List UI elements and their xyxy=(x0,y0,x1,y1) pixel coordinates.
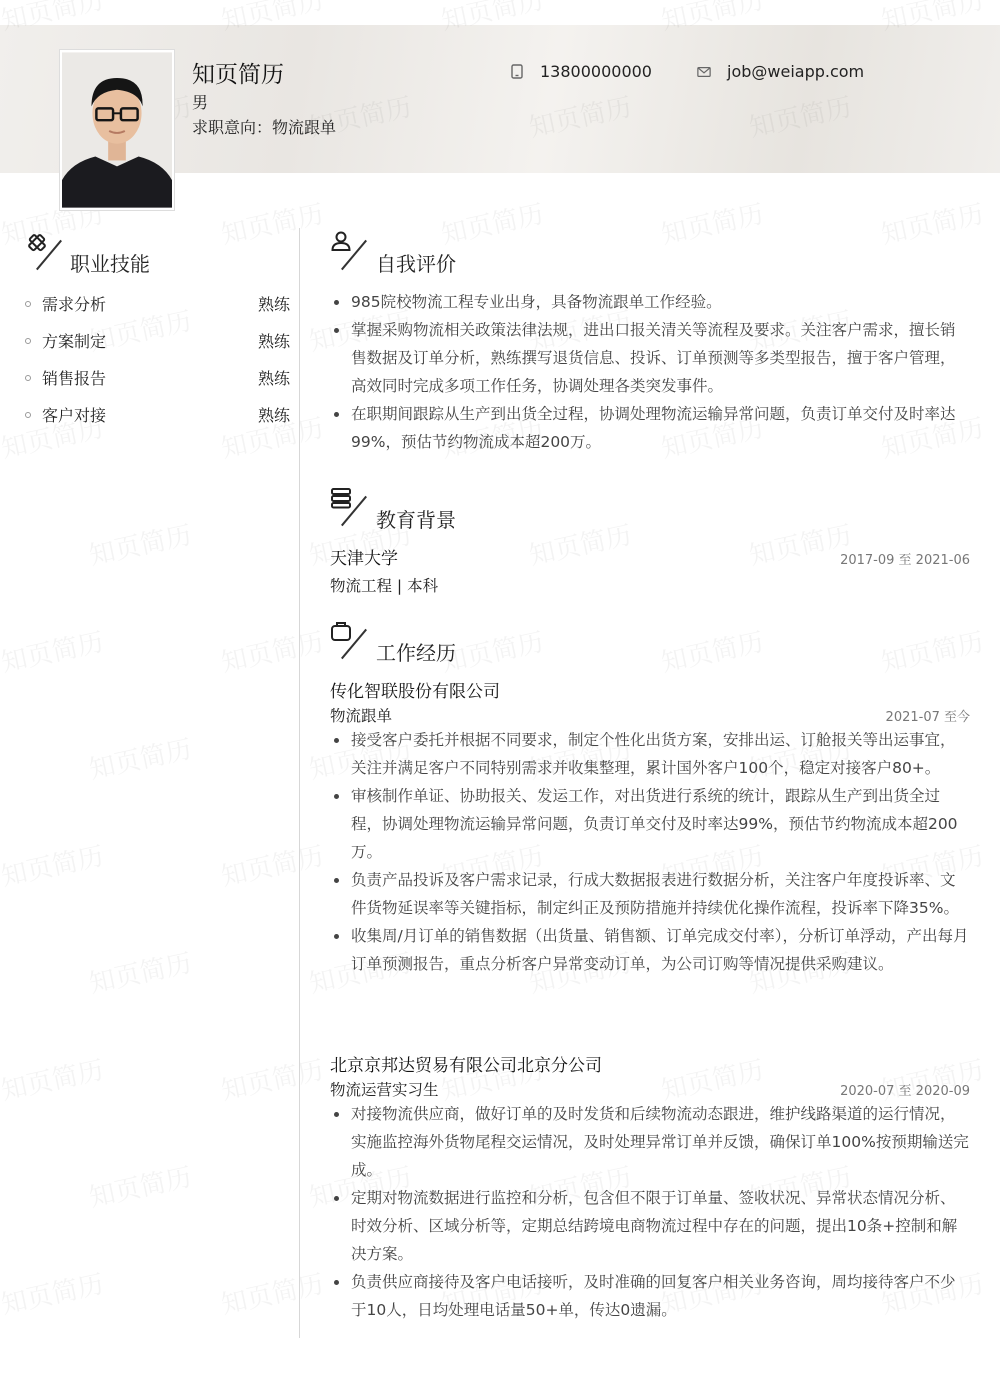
email-contact xyxy=(697,62,864,81)
watermark-text xyxy=(0,1264,107,1322)
self-eval-item: 掌握采购物流相关政策法律法规，进出口报关清关等流程及要求。关注客户需求，擅长销售数据及订单分析，熟练撰写退货信息、投诉、订单预测等多类型报告，擅于客户管理，高效同时完成多项工作任务，协调处理各类突发事件。 xyxy=(330,316,970,400)
school-name: 天津大学 xyxy=(330,549,398,569)
skill-level: 熟练 xyxy=(257,295,290,314)
skill-name: 客户对接 xyxy=(42,406,107,425)
watermark-text xyxy=(217,1264,326,1322)
job-entry xyxy=(330,1051,970,1324)
briefcase-icon xyxy=(330,620,352,642)
skills-icon xyxy=(26,232,48,254)
bullet-dot xyxy=(25,301,31,307)
watermark-text xyxy=(217,836,326,894)
watermark-text xyxy=(85,729,194,787)
job-duty-item: 负责产品投诉及客户需求记录，行成大数据报表进行数据分析，关注客户年度投诉率、文件货物延误率等关键指标，制定纠正及预防措施并持续优化操作流程，投诉率下降35%。 xyxy=(330,866,970,922)
watermark-text xyxy=(217,194,326,252)
phone-number: 13800000000 xyxy=(540,62,652,81)
job-duty-item: 审核制作单证、协助报关、发运工作，对出货进行系统的统计，跟踪从生产到出货全过程，协调处理物流运输异常问题，负责订单交付及时率达99%，预估节约物流成本超200万。 xyxy=(330,782,970,866)
job-duty-item: 收集周/月订单的销售数据（出货量、销售额、订单完成交付率），分析订单浮动，产出每月订单预测报告，重点分析客户异常变动订单，为公司订购等情况提供采购建议。 xyxy=(330,922,970,978)
watermark-text xyxy=(217,622,326,680)
job-duty-item: 负责供应商接待及客户电话接听，及时准确的回复客户相关业务咨询，周均接待客户不少于10人，日均处理电话量50+单，传达0遗漏。 xyxy=(330,1268,970,1324)
watermark-text xyxy=(85,943,194,1001)
candidate-name: 知页简历 xyxy=(192,62,284,88)
job-intent: 求职意向：物流跟单 xyxy=(192,118,337,137)
user-icon xyxy=(330,230,352,252)
profile-photo xyxy=(59,49,175,211)
watermark-text xyxy=(85,515,194,573)
skill-level: 熟练 xyxy=(257,406,290,425)
self-eval-item: 985院校物流工程专业出身，具备物流跟单工作经验。 xyxy=(330,288,970,316)
skill-name: 方案制定 xyxy=(42,332,107,351)
skills-title: 职业技能 xyxy=(70,252,150,276)
email-address: job@weiapp.com xyxy=(727,62,865,81)
phone-contact xyxy=(510,62,652,81)
job-role: 物流运营实习生 xyxy=(330,1081,439,1099)
education-dates: 2017-09 至 2021-06 xyxy=(840,553,970,568)
bullet-dot xyxy=(25,375,31,381)
skill-item xyxy=(25,322,290,359)
watermark-text xyxy=(877,622,986,680)
job-duty-item: 定期对物流数据进行监控和分析，包含但不限于订单量、签收状况、异常状态情况分析、时效分析、区域分析等，定期总结跨境电商物流过程中存在的问题，提出10条+控制和解决方案。 xyxy=(330,1184,970,1268)
skill-item xyxy=(25,359,290,396)
education-title: 教育背景 xyxy=(376,508,456,532)
work-title: 工作经历 xyxy=(376,641,456,665)
job-entry xyxy=(330,677,970,978)
watermark-text xyxy=(877,194,986,252)
skill-name: 需求分析 xyxy=(42,295,107,314)
watermark-text xyxy=(0,836,107,894)
watermark-text xyxy=(437,194,546,252)
job-duty-item: 接受客户委托并根据不同要求，制定个性化出货方案，安排出运、订舱报关等出运事宜，关注并满足客户不同特别需求并收集整理，累计国外客户100个，稳定对接客户80+。 xyxy=(330,726,970,782)
job-role: 物流跟单 xyxy=(330,707,393,725)
watermark-text xyxy=(0,1050,107,1108)
mail-icon xyxy=(697,65,711,79)
candidate-gender: 男 xyxy=(192,93,209,112)
education-major: 物流工程 | 本科 xyxy=(330,577,439,595)
skill-level: 熟练 xyxy=(257,332,290,351)
watermark-text xyxy=(85,1157,194,1215)
job-duty-item: 对接物流供应商，做好订单的及时发货和后续物流动态跟进，维护线路渠道的运行情况，实施监控海外货物尾程交运情况，及时处理异常订单并反馈，确保订单100%按预期输送完成。 xyxy=(330,1100,970,1184)
watermark-text xyxy=(217,1050,326,1108)
self-eval-title: 自我评价 xyxy=(376,252,456,276)
self-eval-content xyxy=(330,288,970,456)
education-content xyxy=(330,544,970,596)
job-dates: 2021-07 至今 xyxy=(885,710,970,725)
skill-level: 熟练 xyxy=(257,369,290,388)
company-name: 传化智联股份有限公司 xyxy=(330,682,500,702)
watermark-text xyxy=(657,194,766,252)
skill-name: 销售报告 xyxy=(42,369,107,388)
education-icon xyxy=(330,487,352,509)
skill-item xyxy=(25,285,290,322)
company-name: 北京京邦达贸易有限公司北京分公司 xyxy=(330,1056,602,1076)
avatar-image xyxy=(62,52,172,208)
job-dates: 2020-07 至 2020-09 xyxy=(840,1084,970,1099)
watermark-text xyxy=(0,622,107,680)
self-eval-item: 在职期间跟踪从生产到出货全过程，协调处理物流运输异常问题，负责订单交付及时率达99%，预估节约物流成本超200万。 xyxy=(330,400,970,456)
column-divider xyxy=(299,228,300,1338)
watermark-text xyxy=(657,622,766,680)
bullet-dot xyxy=(25,338,31,344)
skills-list xyxy=(25,285,290,433)
phone-icon xyxy=(510,65,524,79)
bullet-dot xyxy=(25,412,31,418)
skill-item xyxy=(25,396,290,433)
